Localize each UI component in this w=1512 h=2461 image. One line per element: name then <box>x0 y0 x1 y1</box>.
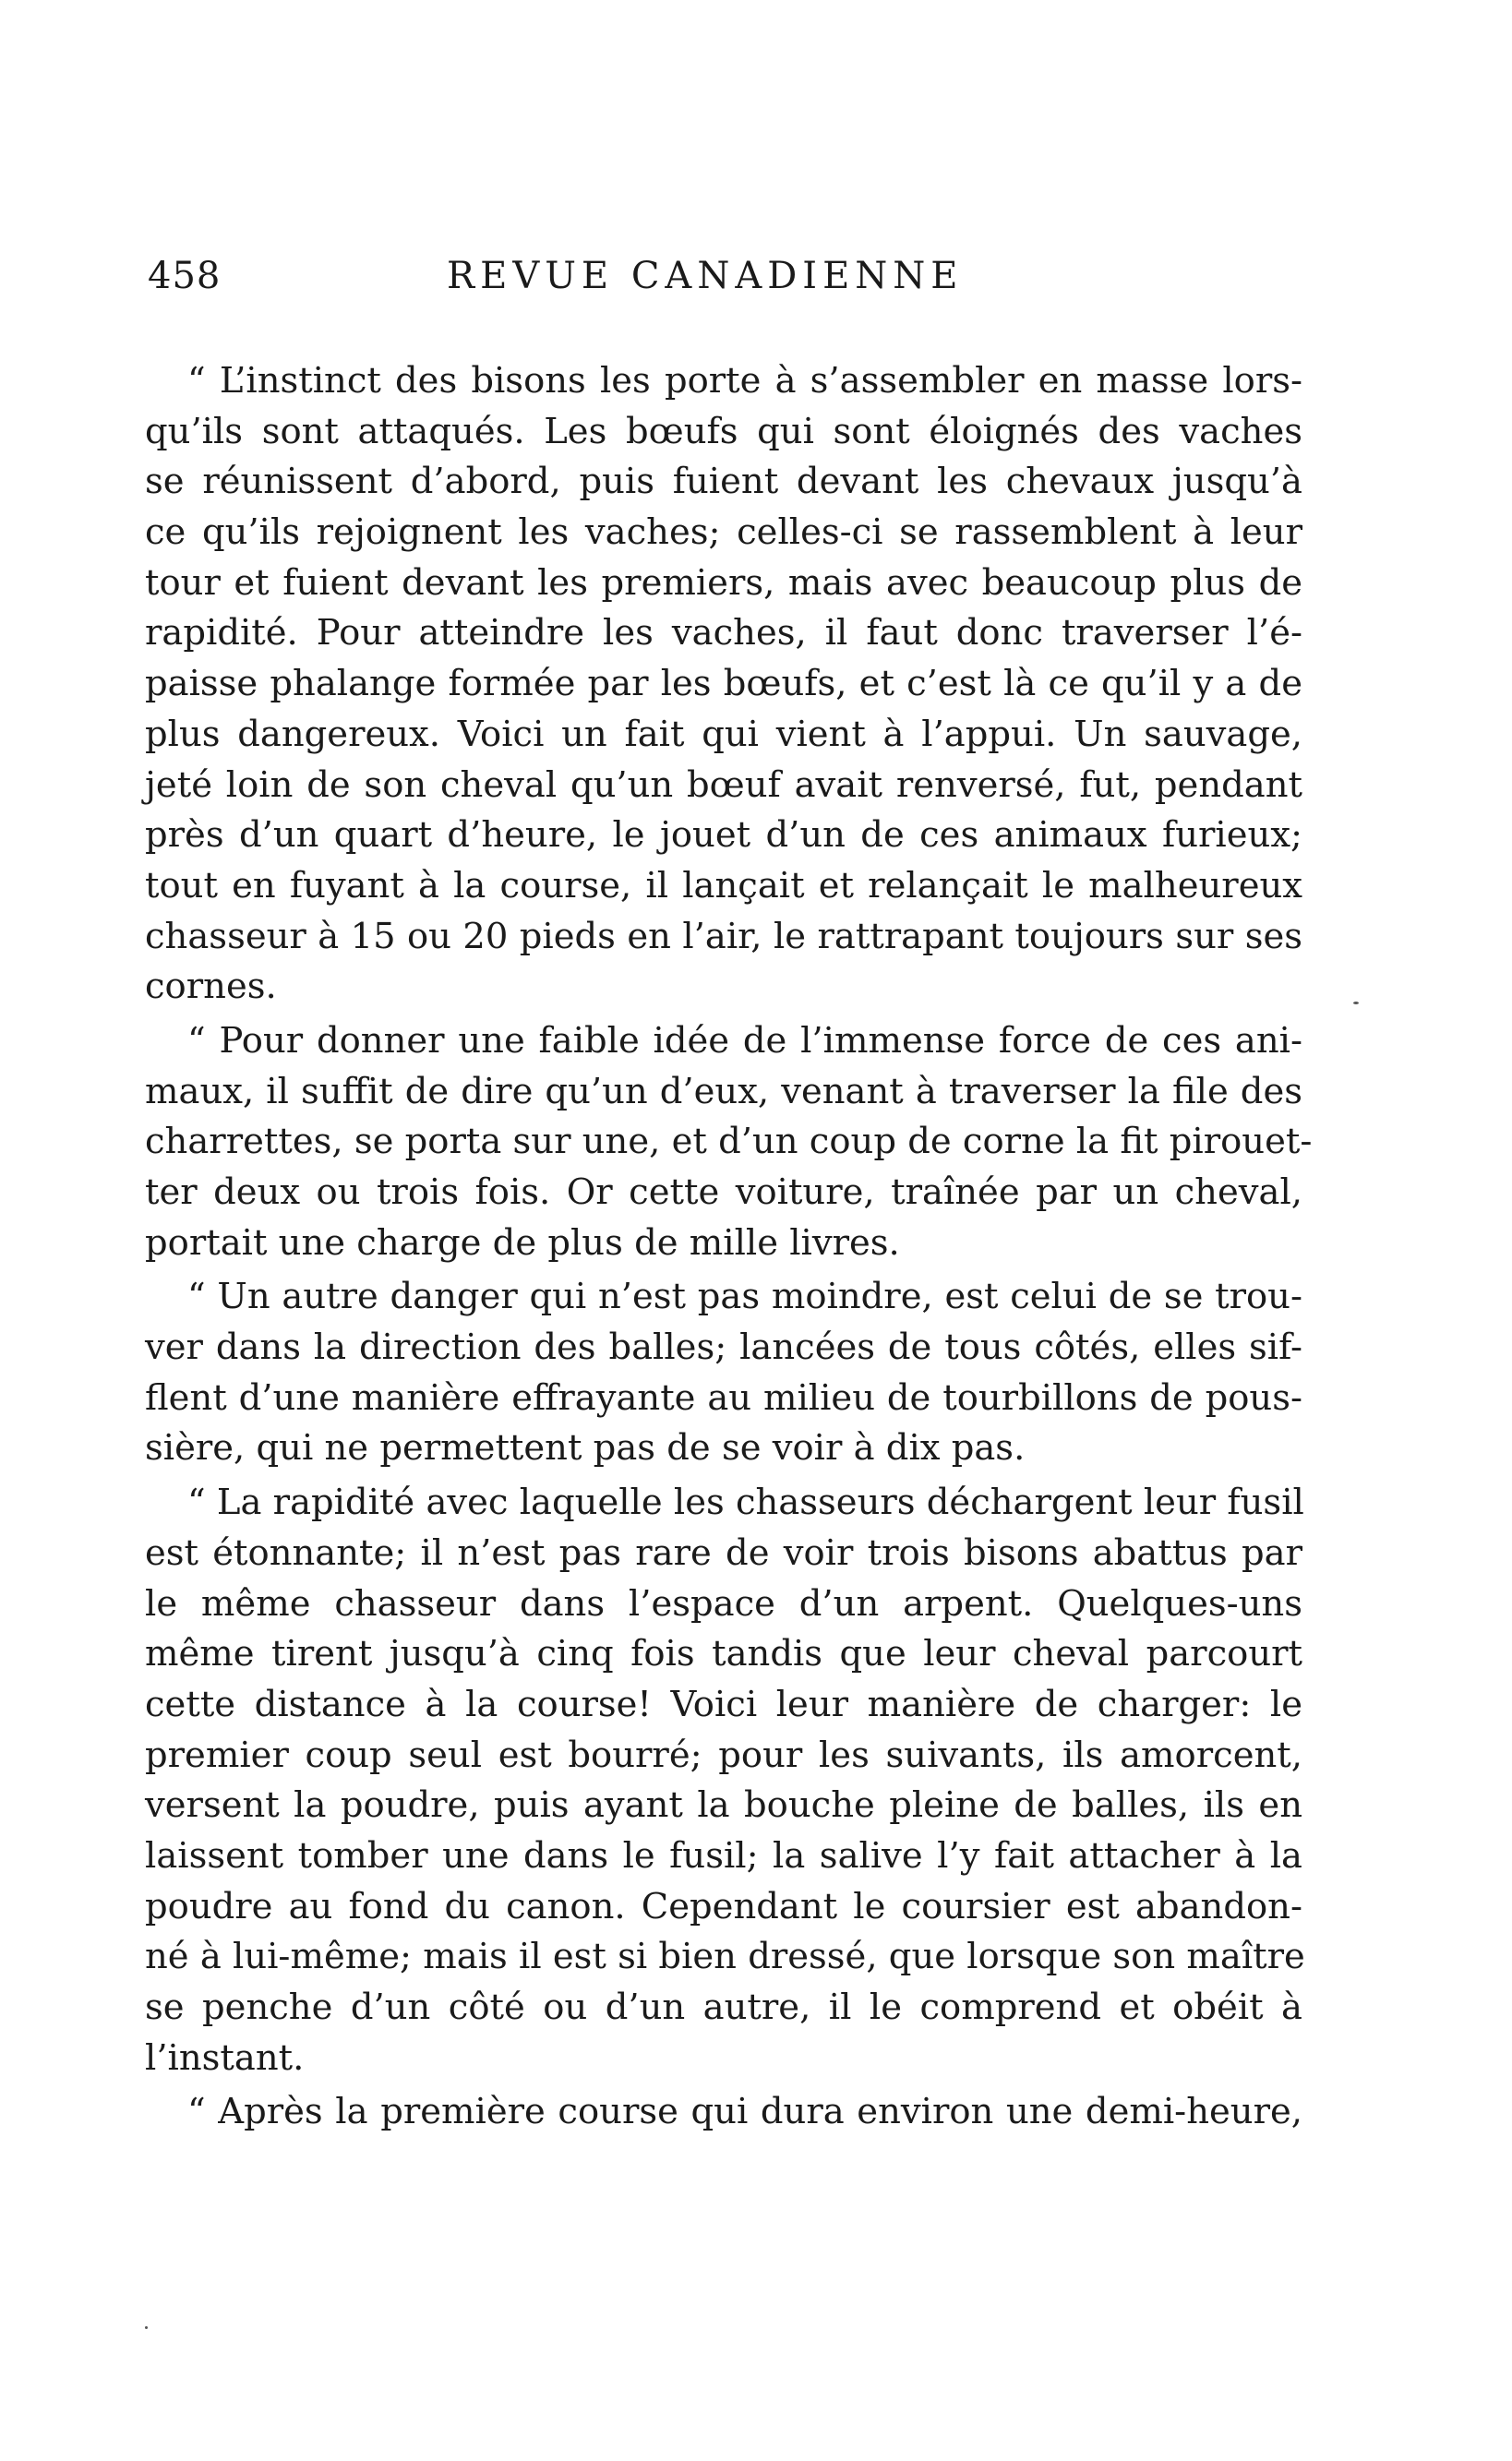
paragraph <box>145 356 1302 1013</box>
text-line: rapidité. Pour atteindre les vaches, il faut donc traverser l’é- <box>145 612 1302 654</box>
text-line: sière, qui ne permettent pas de se voir à dix pas. <box>145 1427 1026 1470</box>
text-line: “ Après la première course qui dura environ une demi-heure, <box>187 2091 1302 2133</box>
text-line: même tirent jusqu’à cinq fois tandis que leur cheval parcourt <box>145 1633 1302 1675</box>
page-number: 458 <box>148 255 222 297</box>
running-title: REVUE CANADIENNE <box>447 255 964 297</box>
text-line: premier coup seul est bourré; pour les suivants, ils amorcent, <box>145 1734 1302 1776</box>
text-line: cornes. <box>145 966 277 1008</box>
text-line: se penche d’un côté ou d’un autre, il le comprend et obéit à <box>145 1987 1302 2028</box>
text-line: maux, il suffit de dire qu’un d’eux, venant à traverser la file des <box>145 1070 1302 1112</box>
text-line: ver dans la direction des balles; lancées de tous côtés, elles sif- <box>145 1327 1302 1369</box>
text-line: près d’un quart d’heure, le jouet d’un de ces animaux furieux; <box>145 814 1302 857</box>
text-line: tout en fuyant à la course, il lançait et relançait le malheureux <box>145 864 1302 906</box>
paragraph <box>145 1478 1305 2083</box>
margin-speck <box>1353 1002 1359 1004</box>
text-line: le même chasseur dans l’espace d’un arpent. Quelques-uns <box>145 1582 1302 1625</box>
text-line: ter deux ou trois fois. Or cette voiture, traînée par un cheval, <box>145 1171 1302 1213</box>
text-line: qu’ils sont attaqués. Les bœufs qui sont éloignés des vaches <box>145 410 1302 452</box>
text-line: ce qu’ils rejoignent les vaches; celles-ci se rassemblent à leur <box>145 511 1302 554</box>
text-line: flent d’une manière effrayante au milieu de tourbillons de pous- <box>145 1376 1302 1419</box>
body-text <box>145 356 1313 2138</box>
text-line: plus dangereux. Voici un fait qui vient à l’appui. Un sauvage, <box>145 713 1302 755</box>
text-line: portait une charge de plus de mille livres. <box>145 1221 900 1264</box>
text-line: paisse phalange formée par les bœufs, et c’est là ce qu’il y a de <box>145 663 1302 705</box>
paragraph <box>145 1272 1302 1474</box>
text-line: né à lui-même; mais il est si bien dressé, que lorsque son maître <box>145 1936 1305 1978</box>
margin-speck <box>145 2326 148 2329</box>
text-line: poudre au fond du canon. Cependant le coursier est abandon- <box>145 1885 1302 1927</box>
text-line: jeté loin de son cheval qu’un bœuf avait renversé, fut, pendant <box>145 763 1302 806</box>
text-line: est étonnante; il n’est pas rare de voir trois bisons abattus par <box>145 1531 1302 1574</box>
text-line: chasseur à 15 ou 20 pieds en l’air, le rattrapant toujours sur ses <box>145 915 1302 957</box>
text-line: l’instant. <box>145 2036 305 2079</box>
text-line: “ L’instinct des bisons les porte à s’assembler en masse lors- <box>187 360 1302 402</box>
text-line: tour et fuient devant les premiers, mais avec beaucoup plus de <box>145 561 1302 604</box>
text-line: cette distance à la course! Voici leur manière de charger: le <box>145 1683 1302 1725</box>
text-line: “ La rapidité avec laquelle les chasseurs déchargent leur fusil <box>187 1482 1304 1524</box>
text-line: charrettes, se porta sur une, et d’un coup de corne la fit pirouet- <box>145 1121 1313 1163</box>
page-header <box>138 255 1320 310</box>
paragraph <box>145 1016 1313 1268</box>
text-line: “ Pour donner une faible idée de l’immense force de ces ani- <box>187 1019 1302 1062</box>
text-line: se réunissent d’abord, puis fuient devant les chevaux jusqu’à <box>145 461 1302 503</box>
paragraph <box>145 2087 1302 2138</box>
text-line: versent la poudre, puis ayant la bouche pleine de balles, ils en <box>145 1784 1302 1827</box>
text-line: “ Un autre danger qui n’est pas moindre, est celui de se trou- <box>187 1276 1302 1318</box>
text-line: laissent tomber une dans le fusil; la salive l’y fait attacher à la <box>145 1834 1302 1877</box>
